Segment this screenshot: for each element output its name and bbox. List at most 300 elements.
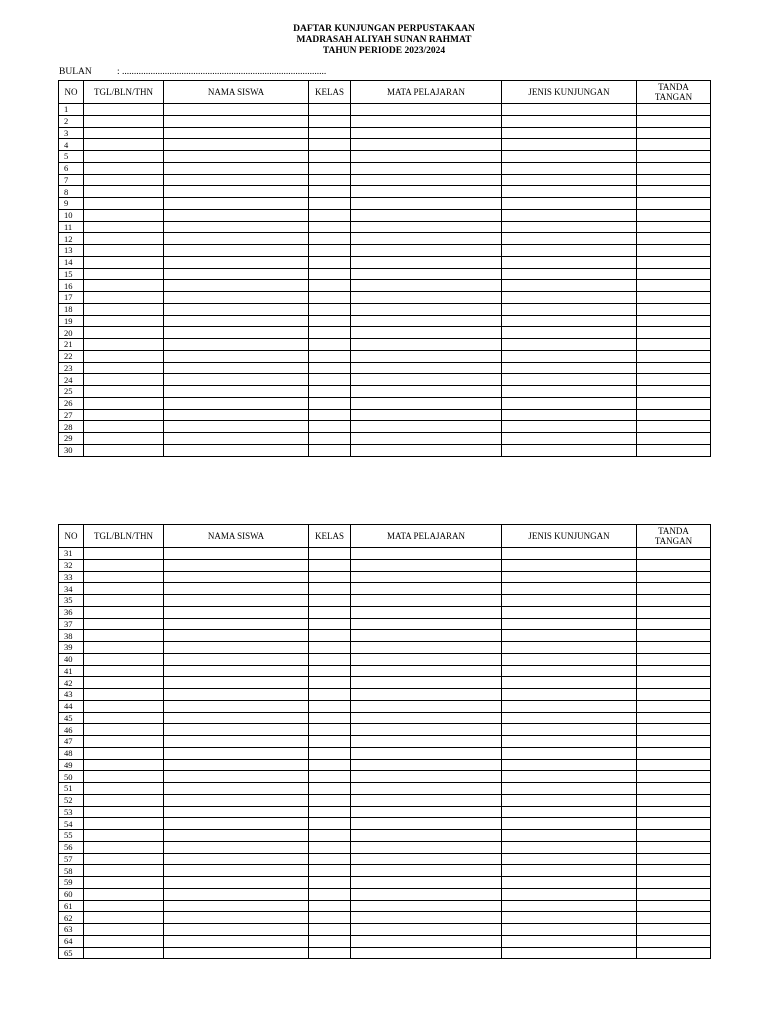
visit-type-cell[interactable] [502, 397, 637, 409]
visit-type-cell[interactable] [502, 794, 637, 806]
class-cell[interactable] [309, 245, 351, 257]
date-cell[interactable] [84, 386, 164, 398]
visit-type-cell[interactable] [502, 409, 637, 421]
class-cell[interactable] [309, 559, 351, 571]
student-name-cell[interactable] [164, 127, 309, 139]
class-cell[interactable] [309, 397, 351, 409]
date-cell[interactable] [84, 618, 164, 630]
date-cell[interactable] [84, 677, 164, 689]
student-name-cell[interactable] [164, 747, 309, 759]
date-cell[interactable] [84, 245, 164, 257]
subject-cell[interactable] [351, 571, 502, 583]
date-cell[interactable] [84, 595, 164, 607]
subject-cell[interactable] [351, 665, 502, 677]
signature-cell[interactable] [637, 736, 711, 748]
visit-type-cell[interactable] [502, 350, 637, 362]
class-cell[interactable] [309, 221, 351, 233]
visit-type-cell[interactable] [502, 444, 637, 456]
subject-cell[interactable] [351, 209, 502, 221]
signature-cell[interactable] [637, 583, 711, 595]
student-name-cell[interactable] [164, 595, 309, 607]
subject-cell[interactable] [351, 712, 502, 724]
signature-cell[interactable] [637, 606, 711, 618]
student-name-cell[interactable] [164, 104, 309, 116]
student-name-cell[interactable] [164, 630, 309, 642]
student-name-cell[interactable] [164, 233, 309, 245]
student-name-cell[interactable] [164, 162, 309, 174]
date-cell[interactable] [84, 151, 164, 163]
date-cell[interactable] [84, 174, 164, 186]
visit-type-cell[interactable] [502, 583, 637, 595]
student-name-cell[interactable] [164, 912, 309, 924]
student-name-cell[interactable] [164, 559, 309, 571]
date-cell[interactable] [84, 303, 164, 315]
date-cell[interactable] [84, 362, 164, 374]
date-cell[interactable] [84, 606, 164, 618]
visit-type-cell[interactable] [502, 806, 637, 818]
student-name-cell[interactable] [164, 268, 309, 280]
signature-cell[interactable] [637, 186, 711, 198]
date-cell[interactable] [84, 783, 164, 795]
visit-type-cell[interactable] [502, 689, 637, 701]
subject-cell[interactable] [351, 606, 502, 618]
subject-cell[interactable] [351, 339, 502, 351]
subject-cell[interactable] [351, 794, 502, 806]
signature-cell[interactable] [637, 771, 711, 783]
signature-cell[interactable] [637, 912, 711, 924]
class-cell[interactable] [309, 877, 351, 889]
class-cell[interactable] [309, 653, 351, 665]
subject-cell[interactable] [351, 233, 502, 245]
visit-type-cell[interactable] [502, 677, 637, 689]
date-cell[interactable] [84, 818, 164, 830]
subject-cell[interactable] [351, 104, 502, 116]
student-name-cell[interactable] [164, 618, 309, 630]
class-cell[interactable] [309, 924, 351, 936]
class-cell[interactable] [309, 736, 351, 748]
class-cell[interactable] [309, 386, 351, 398]
visit-type-cell[interactable] [502, 724, 637, 736]
signature-cell[interactable] [637, 665, 711, 677]
date-cell[interactable] [84, 841, 164, 853]
signature-cell[interactable] [637, 303, 711, 315]
visit-type-cell[interactable] [502, 303, 637, 315]
student-name-cell[interactable] [164, 642, 309, 654]
subject-cell[interactable] [351, 127, 502, 139]
student-name-cell[interactable] [164, 280, 309, 292]
visit-type-cell[interactable] [502, 830, 637, 842]
date-cell[interactable] [84, 724, 164, 736]
student-name-cell[interactable] [164, 221, 309, 233]
class-cell[interactable] [309, 433, 351, 445]
subject-cell[interactable] [351, 327, 502, 339]
visit-type-cell[interactable] [502, 818, 637, 830]
signature-cell[interactable] [637, 700, 711, 712]
subject-cell[interactable] [351, 221, 502, 233]
signature-cell[interactable] [637, 759, 711, 771]
signature-cell[interactable] [637, 350, 711, 362]
class-cell[interactable] [309, 409, 351, 421]
subject-cell[interactable] [351, 841, 502, 853]
class-cell[interactable] [309, 794, 351, 806]
class-cell[interactable] [309, 947, 351, 959]
student-name-cell[interactable] [164, 409, 309, 421]
student-name-cell[interactable] [164, 186, 309, 198]
subject-cell[interactable] [351, 653, 502, 665]
date-cell[interactable] [84, 374, 164, 386]
student-name-cell[interactable] [164, 139, 309, 151]
signature-cell[interactable] [637, 256, 711, 268]
class-cell[interactable] [309, 583, 351, 595]
subject-cell[interactable] [351, 292, 502, 304]
student-name-cell[interactable] [164, 571, 309, 583]
class-cell[interactable] [309, 421, 351, 433]
signature-cell[interactable] [637, 174, 711, 186]
subject-cell[interactable] [351, 900, 502, 912]
signature-cell[interactable] [637, 947, 711, 959]
signature-cell[interactable] [637, 818, 711, 830]
date-cell[interactable] [84, 186, 164, 198]
signature-cell[interactable] [637, 888, 711, 900]
visit-type-cell[interactable] [502, 315, 637, 327]
student-name-cell[interactable] [164, 783, 309, 795]
date-cell[interactable] [84, 221, 164, 233]
class-cell[interactable] [309, 618, 351, 630]
class-cell[interactable] [309, 209, 351, 221]
visit-type-cell[interactable] [502, 630, 637, 642]
class-cell[interactable] [309, 712, 351, 724]
student-name-cell[interactable] [164, 841, 309, 853]
visit-type-cell[interactable] [502, 783, 637, 795]
visit-type-cell[interactable] [502, 245, 637, 257]
signature-cell[interactable] [637, 642, 711, 654]
date-cell[interactable] [84, 747, 164, 759]
signature-cell[interactable] [637, 724, 711, 736]
student-name-cell[interactable] [164, 794, 309, 806]
subject-cell[interactable] [351, 830, 502, 842]
signature-cell[interactable] [637, 548, 711, 560]
student-name-cell[interactable] [164, 665, 309, 677]
signature-cell[interactable] [637, 315, 711, 327]
student-name-cell[interactable] [164, 115, 309, 127]
date-cell[interactable] [84, 935, 164, 947]
subject-cell[interactable] [351, 783, 502, 795]
subject-cell[interactable] [351, 583, 502, 595]
subject-cell[interactable] [351, 433, 502, 445]
subject-cell[interactable] [351, 397, 502, 409]
date-cell[interactable] [84, 794, 164, 806]
date-cell[interactable] [84, 268, 164, 280]
date-cell[interactable] [84, 256, 164, 268]
date-cell[interactable] [84, 209, 164, 221]
signature-cell[interactable] [637, 595, 711, 607]
subject-cell[interactable] [351, 877, 502, 889]
class-cell[interactable] [309, 174, 351, 186]
subject-cell[interactable] [351, 362, 502, 374]
signature-cell[interactable] [637, 747, 711, 759]
student-name-cell[interactable] [164, 292, 309, 304]
signature-cell[interactable] [637, 559, 711, 571]
signature-cell[interactable] [637, 233, 711, 245]
subject-cell[interactable] [351, 139, 502, 151]
date-cell[interactable] [84, 198, 164, 210]
class-cell[interactable] [309, 865, 351, 877]
visit-type-cell[interactable] [502, 162, 637, 174]
student-name-cell[interactable] [164, 374, 309, 386]
subject-cell[interactable] [351, 700, 502, 712]
signature-cell[interactable] [637, 104, 711, 116]
class-cell[interactable] [309, 162, 351, 174]
student-name-cell[interactable] [164, 256, 309, 268]
signature-cell[interactable] [637, 409, 711, 421]
visit-type-cell[interactable] [502, 209, 637, 221]
subject-cell[interactable] [351, 280, 502, 292]
visit-type-cell[interactable] [502, 104, 637, 116]
class-cell[interactable] [309, 606, 351, 618]
student-name-cell[interactable] [164, 759, 309, 771]
subject-cell[interactable] [351, 374, 502, 386]
visit-type-cell[interactable] [502, 548, 637, 560]
student-name-cell[interactable] [164, 444, 309, 456]
class-cell[interactable] [309, 292, 351, 304]
subject-cell[interactable] [351, 350, 502, 362]
date-cell[interactable] [84, 233, 164, 245]
student-name-cell[interactable] [164, 315, 309, 327]
student-name-cell[interactable] [164, 947, 309, 959]
student-name-cell[interactable] [164, 818, 309, 830]
student-name-cell[interactable] [164, 209, 309, 221]
class-cell[interactable] [309, 771, 351, 783]
subject-cell[interactable] [351, 595, 502, 607]
class-cell[interactable] [309, 783, 351, 795]
subject-cell[interactable] [351, 186, 502, 198]
visit-type-cell[interactable] [502, 559, 637, 571]
date-cell[interactable] [84, 433, 164, 445]
class-cell[interactable] [309, 642, 351, 654]
date-cell[interactable] [84, 339, 164, 351]
subject-cell[interactable] [351, 115, 502, 127]
date-cell[interactable] [84, 877, 164, 889]
class-cell[interactable] [309, 186, 351, 198]
visit-type-cell[interactable] [502, 374, 637, 386]
signature-cell[interactable] [637, 630, 711, 642]
date-cell[interactable] [84, 583, 164, 595]
visit-type-cell[interactable] [502, 877, 637, 889]
visit-type-cell[interactable] [502, 292, 637, 304]
student-name-cell[interactable] [164, 339, 309, 351]
date-cell[interactable] [84, 689, 164, 701]
visit-type-cell[interactable] [502, 595, 637, 607]
subject-cell[interactable] [351, 677, 502, 689]
class-cell[interactable] [309, 595, 351, 607]
signature-cell[interactable] [637, 209, 711, 221]
visit-type-cell[interactable] [502, 700, 637, 712]
date-cell[interactable] [84, 806, 164, 818]
date-cell[interactable] [84, 139, 164, 151]
class-cell[interactable] [309, 747, 351, 759]
date-cell[interactable] [84, 759, 164, 771]
student-name-cell[interactable] [164, 888, 309, 900]
date-cell[interactable] [84, 947, 164, 959]
subject-cell[interactable] [351, 315, 502, 327]
visit-type-cell[interactable] [502, 174, 637, 186]
class-cell[interactable] [309, 115, 351, 127]
visit-type-cell[interactable] [502, 888, 637, 900]
student-name-cell[interactable] [164, 350, 309, 362]
signature-cell[interactable] [637, 339, 711, 351]
class-cell[interactable] [309, 350, 351, 362]
subject-cell[interactable] [351, 303, 502, 315]
student-name-cell[interactable] [164, 653, 309, 665]
class-cell[interactable] [309, 548, 351, 560]
signature-cell[interactable] [637, 924, 711, 936]
date-cell[interactable] [84, 888, 164, 900]
student-name-cell[interactable] [164, 877, 309, 889]
signature-cell[interactable] [637, 935, 711, 947]
class-cell[interactable] [309, 256, 351, 268]
subject-cell[interactable] [351, 548, 502, 560]
visit-type-cell[interactable] [502, 924, 637, 936]
visit-type-cell[interactable] [502, 280, 637, 292]
subject-cell[interactable] [351, 559, 502, 571]
date-cell[interactable] [84, 292, 164, 304]
date-cell[interactable] [84, 830, 164, 842]
signature-cell[interactable] [637, 677, 711, 689]
visit-type-cell[interactable] [502, 362, 637, 374]
subject-cell[interactable] [351, 444, 502, 456]
visit-type-cell[interactable] [502, 853, 637, 865]
class-cell[interactable] [309, 630, 351, 642]
visit-type-cell[interactable] [502, 433, 637, 445]
visit-type-cell[interactable] [502, 665, 637, 677]
student-name-cell[interactable] [164, 303, 309, 315]
date-cell[interactable] [84, 127, 164, 139]
subject-cell[interactable] [351, 771, 502, 783]
class-cell[interactable] [309, 724, 351, 736]
signature-cell[interactable] [637, 830, 711, 842]
student-name-cell[interactable] [164, 327, 309, 339]
student-name-cell[interactable] [164, 548, 309, 560]
visit-type-cell[interactable] [502, 606, 637, 618]
date-cell[interactable] [84, 162, 164, 174]
subject-cell[interactable] [351, 724, 502, 736]
date-cell[interactable] [84, 736, 164, 748]
visit-type-cell[interactable] [502, 747, 637, 759]
signature-cell[interactable] [637, 841, 711, 853]
subject-cell[interactable] [351, 865, 502, 877]
signature-cell[interactable] [637, 268, 711, 280]
class-cell[interactable] [309, 198, 351, 210]
student-name-cell[interactable] [164, 935, 309, 947]
date-cell[interactable] [84, 115, 164, 127]
class-cell[interactable] [309, 151, 351, 163]
visit-type-cell[interactable] [502, 421, 637, 433]
signature-cell[interactable] [637, 151, 711, 163]
visit-type-cell[interactable] [502, 618, 637, 630]
visit-type-cell[interactable] [502, 115, 637, 127]
class-cell[interactable] [309, 935, 351, 947]
subject-cell[interactable] [351, 947, 502, 959]
visit-type-cell[interactable] [502, 653, 637, 665]
signature-cell[interactable] [637, 783, 711, 795]
subject-cell[interactable] [351, 151, 502, 163]
visit-type-cell[interactable] [502, 221, 637, 233]
date-cell[interactable] [84, 315, 164, 327]
signature-cell[interactable] [637, 139, 711, 151]
student-name-cell[interactable] [164, 724, 309, 736]
student-name-cell[interactable] [164, 606, 309, 618]
class-cell[interactable] [309, 900, 351, 912]
subject-cell[interactable] [351, 198, 502, 210]
signature-cell[interactable] [637, 900, 711, 912]
class-cell[interactable] [309, 841, 351, 853]
signature-cell[interactable] [637, 794, 711, 806]
class-cell[interactable] [309, 888, 351, 900]
subject-cell[interactable] [351, 618, 502, 630]
date-cell[interactable] [84, 912, 164, 924]
subject-cell[interactable] [351, 245, 502, 257]
date-cell[interactable] [84, 630, 164, 642]
student-name-cell[interactable] [164, 853, 309, 865]
subject-cell[interactable] [351, 642, 502, 654]
student-name-cell[interactable] [164, 924, 309, 936]
subject-cell[interactable] [351, 256, 502, 268]
subject-cell[interactable] [351, 736, 502, 748]
class-cell[interactable] [309, 830, 351, 842]
subject-cell[interactable] [351, 818, 502, 830]
class-cell[interactable] [309, 127, 351, 139]
signature-cell[interactable] [637, 374, 711, 386]
date-cell[interactable] [84, 559, 164, 571]
student-name-cell[interactable] [164, 865, 309, 877]
subject-cell[interactable] [351, 421, 502, 433]
class-cell[interactable] [309, 268, 351, 280]
signature-cell[interactable] [637, 421, 711, 433]
visit-type-cell[interactable] [502, 198, 637, 210]
subject-cell[interactable] [351, 924, 502, 936]
student-name-cell[interactable] [164, 806, 309, 818]
class-cell[interactable] [309, 689, 351, 701]
visit-type-cell[interactable] [502, 736, 637, 748]
date-cell[interactable] [84, 700, 164, 712]
subject-cell[interactable] [351, 759, 502, 771]
signature-cell[interactable] [637, 221, 711, 233]
signature-cell[interactable] [637, 689, 711, 701]
date-cell[interactable] [84, 642, 164, 654]
student-name-cell[interactable] [164, 421, 309, 433]
signature-cell[interactable] [637, 327, 711, 339]
signature-cell[interactable] [637, 162, 711, 174]
student-name-cell[interactable] [164, 174, 309, 186]
student-name-cell[interactable] [164, 362, 309, 374]
student-name-cell[interactable] [164, 245, 309, 257]
student-name-cell[interactable] [164, 736, 309, 748]
visit-type-cell[interactable] [502, 127, 637, 139]
subject-cell[interactable] [351, 935, 502, 947]
visit-type-cell[interactable] [502, 256, 637, 268]
subject-cell[interactable] [351, 174, 502, 186]
signature-cell[interactable] [637, 115, 711, 127]
date-cell[interactable] [84, 104, 164, 116]
student-name-cell[interactable] [164, 386, 309, 398]
class-cell[interactable] [309, 327, 351, 339]
subject-cell[interactable] [351, 912, 502, 924]
signature-cell[interactable] [637, 245, 711, 257]
visit-type-cell[interactable] [502, 151, 637, 163]
visit-type-cell[interactable] [502, 139, 637, 151]
visit-type-cell[interactable] [502, 386, 637, 398]
class-cell[interactable] [309, 303, 351, 315]
